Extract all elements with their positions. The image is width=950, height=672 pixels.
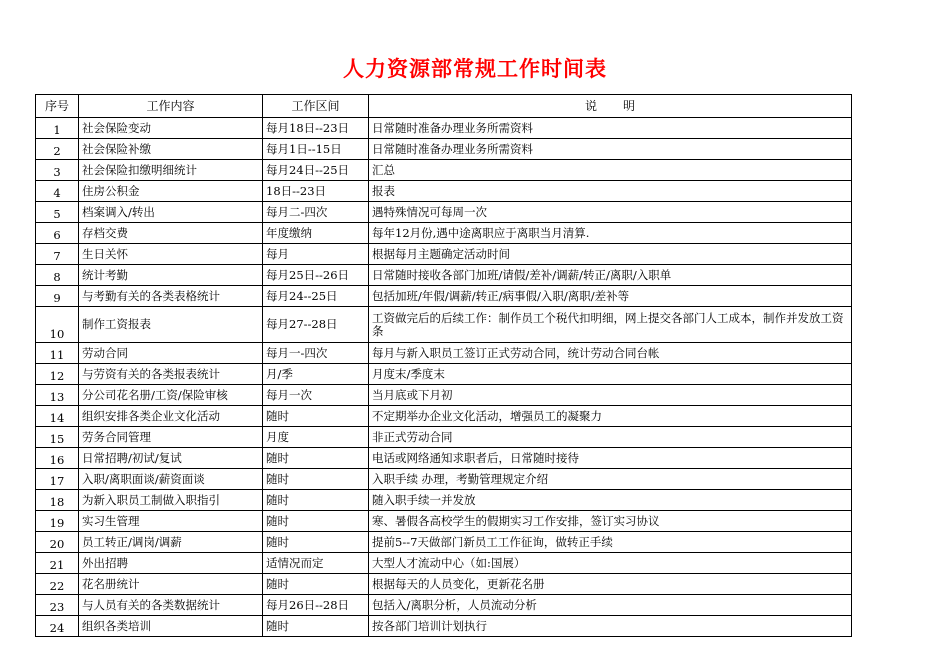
table-row xyxy=(36,490,852,511)
row-period: 月/季 xyxy=(263,364,369,385)
row-seq: 13 xyxy=(36,385,79,406)
header-period: 工作区间 xyxy=(263,95,369,118)
row-seq: 5 xyxy=(36,202,79,223)
row-content: 档案调入/转出 xyxy=(79,202,263,223)
row-desc: 日常随时准备办理业务所需资料 xyxy=(369,139,852,160)
header-explain xyxy=(369,95,852,118)
row-desc: 月度末/季度末 xyxy=(369,364,852,385)
row-period: 每月25日--26日 xyxy=(263,265,369,286)
row-seq: 14 xyxy=(36,406,79,427)
row-period: 每月27--28日 xyxy=(263,307,369,343)
table-row xyxy=(36,532,852,553)
row-content: 劳动合同 xyxy=(79,343,263,364)
table-row xyxy=(36,286,852,307)
row-period: 随时 xyxy=(263,532,369,553)
row-seq: 18 xyxy=(36,490,79,511)
row-content: 统计考勤 xyxy=(79,265,263,286)
row-period: 每月一-四次 xyxy=(263,343,369,364)
table-row xyxy=(36,595,852,616)
row-seq: 11 xyxy=(36,343,79,364)
row-seq: 3 xyxy=(36,160,79,181)
table-row xyxy=(36,139,852,160)
row-content: 社会保险扣缴明细统计 xyxy=(79,160,263,181)
row-content: 生日关怀 xyxy=(79,244,263,265)
row-period: 每月 xyxy=(263,244,369,265)
row-content: 组织各类培训 xyxy=(79,616,263,637)
row-period: 月度 xyxy=(263,427,369,448)
row-period: 随时 xyxy=(263,469,369,490)
row-period: 适情况而定 xyxy=(263,553,369,574)
table-row xyxy=(36,616,852,637)
row-content: 住房公积金 xyxy=(79,181,263,202)
row-desc: 根据每天的人员变化，更新花名册 xyxy=(369,574,852,595)
row-content: 与考勤有关的各类表格统计 xyxy=(79,286,263,307)
table-row xyxy=(36,427,852,448)
row-desc: 工资做完后的后续工作：制作员工个税代扣明细，网上提交各部门人工成本，制作并发放工资条 xyxy=(369,307,852,343)
row-seq: 17 xyxy=(36,469,79,490)
work-schedule-table xyxy=(35,94,852,637)
row-desc: 当月底或下月初 xyxy=(369,385,852,406)
row-content: 存档交费 xyxy=(79,223,263,244)
row-content: 花名册统计 xyxy=(79,574,263,595)
row-desc: 入职手续 办理，考勤管理规定介绍 xyxy=(369,469,852,490)
row-seq: 12 xyxy=(36,364,79,385)
table-row xyxy=(36,406,852,427)
row-content: 劳务合同管理 xyxy=(79,427,263,448)
row-seq: 16 xyxy=(36,448,79,469)
row-desc: 包括加班/年假/调薪/转正/病事假/入职/离职/差补等 xyxy=(369,286,852,307)
row-period: 每月24--25日 xyxy=(263,286,369,307)
table-row xyxy=(36,202,852,223)
header-explain-a: 说 xyxy=(584,98,597,113)
header-seq: 序号 xyxy=(36,95,79,118)
table-row xyxy=(36,118,852,139)
header-explain-b: 明 xyxy=(623,98,636,113)
row-desc: 电话或网络通知求职者后，日常随时接待 xyxy=(369,448,852,469)
row-seq: 7 xyxy=(36,244,79,265)
row-content: 分公司花名册/工资/保险审核 xyxy=(79,385,263,406)
row-content: 制作工资报表 xyxy=(79,307,263,343)
row-desc: 包括入/离职分析，人员流动分析 xyxy=(369,595,852,616)
row-seq: 4 xyxy=(36,181,79,202)
row-content: 外出招聘 xyxy=(79,553,263,574)
row-period: 每月24日--25日 xyxy=(263,160,369,181)
row-desc: 遇特殊情况可每周一次 xyxy=(369,202,852,223)
table-row xyxy=(36,223,852,244)
row-period: 18日--23日 xyxy=(263,181,369,202)
row-seq: 19 xyxy=(36,511,79,532)
row-seq: 20 xyxy=(36,532,79,553)
row-desc: 非正式劳动合同 xyxy=(369,427,852,448)
row-desc: 提前5--7天做部门新员工工作征询，做转正手续 xyxy=(369,532,852,553)
table-row xyxy=(36,385,852,406)
row-content: 实习生管理 xyxy=(79,511,263,532)
row-seq: 6 xyxy=(36,223,79,244)
row-desc: 根据每月主题确定活动时间 xyxy=(369,244,852,265)
table-row xyxy=(36,265,852,286)
row-desc: 每月与新入职员工签订正式劳动合同，统计劳动合同台帐 xyxy=(369,343,852,364)
header-content: 工作内容 xyxy=(79,95,263,118)
table-row xyxy=(36,307,852,343)
table-row xyxy=(36,469,852,490)
row-content: 入职/离职面谈/薪资面谈 xyxy=(79,469,263,490)
row-content: 社会保险变动 xyxy=(79,118,263,139)
row-desc: 每年12月份,遇中途离职应于离职当月清算. xyxy=(369,223,852,244)
row-desc: 日常随时接收各部门加班/请假/差补/调薪/转正/离职/入职单 xyxy=(369,265,852,286)
row-content: 组织安排各类企业文化活动 xyxy=(79,406,263,427)
row-content: 日常招聘/初试/复试 xyxy=(79,448,263,469)
row-desc: 按各部门培训计划执行 xyxy=(369,616,852,637)
table-row xyxy=(36,160,852,181)
row-desc: 大型人才流动中心（如:国展） xyxy=(369,553,852,574)
row-desc: 报表 xyxy=(369,181,852,202)
table-row xyxy=(36,574,852,595)
row-period: 随时 xyxy=(263,574,369,595)
row-period: 每月1日--15日 xyxy=(263,139,369,160)
row-seq: 23 xyxy=(36,595,79,616)
row-period: 年度缴纳 xyxy=(263,223,369,244)
header-row xyxy=(36,95,852,118)
table-row xyxy=(36,181,852,202)
row-period: 每月二-四次 xyxy=(263,202,369,223)
row-content: 员工转正/调岗/调薪 xyxy=(79,532,263,553)
row-seq: 24 xyxy=(36,616,79,637)
row-content: 与人员有关的各类数据统计 xyxy=(79,595,263,616)
row-desc: 随入职手续一并发放 xyxy=(369,490,852,511)
row-seq: 8 xyxy=(36,265,79,286)
row-desc: 日常随时准备办理业务所需资料 xyxy=(369,118,852,139)
row-seq: 22 xyxy=(36,574,79,595)
row-seq: 21 xyxy=(36,553,79,574)
row-content: 为新入职员工制做入职指引 xyxy=(79,490,263,511)
row-seq: 2 xyxy=(36,139,79,160)
row-desc: 不定期举办企业文化活动，增强员工的凝聚力 xyxy=(369,406,852,427)
row-seq: 15 xyxy=(36,427,79,448)
table-row xyxy=(36,553,852,574)
row-seq: 1 xyxy=(36,118,79,139)
row-period: 随时 xyxy=(263,448,369,469)
page-title: 人力资源部常规工作时间表 xyxy=(343,57,607,81)
row-seq: 10 xyxy=(36,307,79,343)
row-period: 每月一次 xyxy=(263,385,369,406)
table-row xyxy=(36,364,852,385)
row-period: 随时 xyxy=(263,490,369,511)
table-row xyxy=(36,448,852,469)
row-content: 社会保险补缴 xyxy=(79,139,263,160)
row-period: 随时 xyxy=(263,406,369,427)
table-row xyxy=(36,511,852,532)
row-desc: 汇总 xyxy=(369,160,852,181)
row-desc: 寒、暑假各高校学生的假期实习工作安排，签订实习协议 xyxy=(369,511,852,532)
row-content: 与劳资有关的各类报表统计 xyxy=(79,364,263,385)
table-row xyxy=(36,244,852,265)
row-period: 每月18日--23日 xyxy=(263,118,369,139)
table-row xyxy=(36,343,852,364)
row-period: 随时 xyxy=(263,511,369,532)
row-seq: 9 xyxy=(36,286,79,307)
row-period: 每月26日--28日 xyxy=(263,595,369,616)
row-period: 随时 xyxy=(263,616,369,637)
